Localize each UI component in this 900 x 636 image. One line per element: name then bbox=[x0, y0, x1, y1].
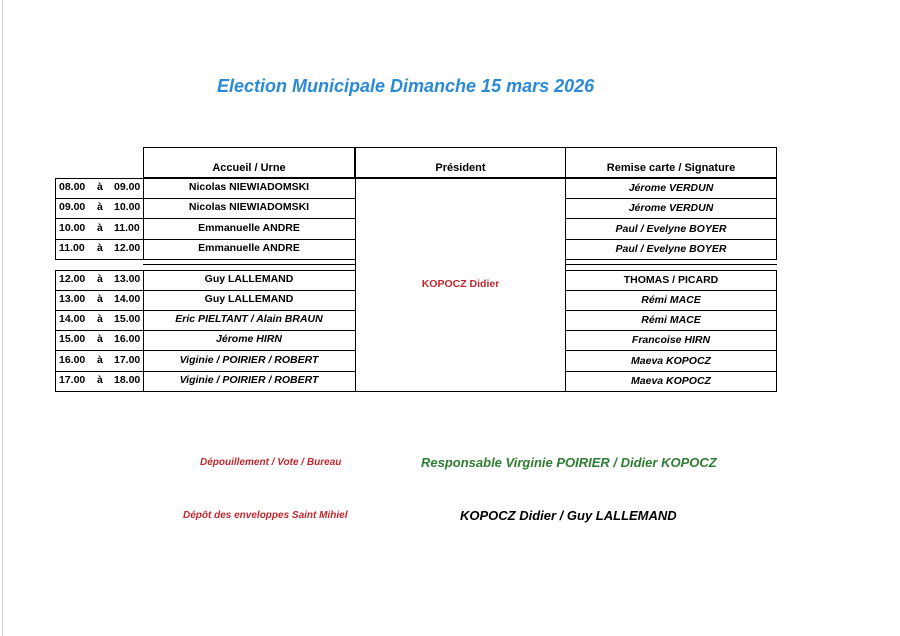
time-from: 10.00 bbox=[59, 222, 86, 234]
row-line bbox=[55, 290, 356, 291]
time-to: 17.00 bbox=[114, 354, 141, 366]
time-to: 14.00 bbox=[114, 293, 141, 305]
time-to: 16.00 bbox=[114, 333, 141, 345]
remise-cell: THOMAS / PICARD bbox=[623, 274, 719, 286]
remise-cell: Francoise HIRN bbox=[631, 334, 711, 346]
depot-value: KOPOCZ Didier / Guy LALLEMAND bbox=[460, 508, 677, 523]
accueil-cell: Viginie / POIRIER / ROBERT bbox=[179, 374, 319, 386]
page-edge bbox=[2, 0, 3, 636]
row-line bbox=[55, 310, 356, 311]
time-sep: à bbox=[97, 333, 103, 345]
remise-cell: Paul / Evelyne BOYER bbox=[615, 223, 727, 235]
remise-cell: Jérome VERDUN bbox=[628, 202, 714, 214]
depot-label: Dépôt des enveloppes Saint Mihiel bbox=[183, 510, 348, 521]
time-sep: à bbox=[97, 354, 103, 366]
remise-cell: Rémi MACE bbox=[641, 314, 701, 326]
time-from: 12.00 bbox=[59, 273, 86, 285]
time-from: 15.00 bbox=[59, 333, 86, 345]
row-line bbox=[55, 371, 356, 372]
time-to: 09.00 bbox=[114, 181, 141, 193]
row-line bbox=[565, 350, 777, 351]
header-remise: Remise carte / Signature bbox=[606, 162, 736, 174]
time-sep: à bbox=[97, 201, 103, 213]
president-name: KOPOCZ Didier bbox=[421, 278, 500, 290]
separator-line bbox=[143, 264, 356, 265]
accueil-cell: Viginie / POIRIER / ROBERT bbox=[179, 354, 319, 366]
remise-cell: Paul / Evelyne BOYER bbox=[615, 243, 727, 255]
accueil-cell: Emmanuelle ANDRE bbox=[198, 222, 300, 234]
accueil-cell: Nicolas NIEWIADOMSKI bbox=[188, 201, 310, 213]
remise-cell: Maeva KOPOCZ bbox=[631, 355, 711, 367]
accueil-cell: Emmanuelle ANDRE bbox=[198, 242, 300, 254]
depouillement-label: Dépouillement / Vote / Bureau bbox=[200, 457, 342, 468]
row-line bbox=[55, 198, 356, 199]
time-sep: à bbox=[97, 242, 103, 254]
time-from: 09.00 bbox=[59, 201, 86, 213]
time-from: 17.00 bbox=[59, 374, 86, 386]
time-from: 08.00 bbox=[59, 181, 86, 193]
header-president: Président bbox=[435, 162, 486, 174]
time-sep: à bbox=[97, 313, 103, 325]
row-line bbox=[55, 218, 356, 219]
time-to: 15.00 bbox=[114, 313, 141, 325]
time-sep: à bbox=[97, 374, 103, 386]
remise-cell: Jérome VERDUN bbox=[628, 182, 714, 194]
row-line bbox=[565, 239, 777, 240]
time-sep: à bbox=[97, 293, 103, 305]
page-title: Election Municipale Dimanche 15 mars 2026 bbox=[217, 76, 595, 96]
row-line bbox=[565, 310, 777, 311]
accueil-cell: Eric PIELTANT / Alain BRAUN bbox=[175, 313, 323, 325]
time-from: 16.00 bbox=[59, 354, 86, 366]
time-sep: à bbox=[97, 222, 103, 234]
accueil-cell: Jérome HIRN bbox=[216, 333, 282, 345]
time-to: 12.00 bbox=[114, 242, 141, 254]
accueil-cell: Guy LALLEMAND bbox=[204, 293, 294, 305]
time-sep: à bbox=[97, 181, 103, 193]
row-line bbox=[55, 239, 356, 240]
row-line bbox=[55, 330, 356, 331]
accueil-cell: Nicolas NIEWIADOMSKI bbox=[188, 181, 310, 193]
time-from: 13.00 bbox=[59, 293, 86, 305]
remise-cell: Rémi MACE bbox=[641, 294, 701, 306]
row-line bbox=[565, 330, 777, 331]
time-to: 18.00 bbox=[114, 374, 141, 386]
header-accueil: Accueil / Urne bbox=[212, 162, 286, 174]
row-line bbox=[565, 371, 777, 372]
separator-line bbox=[565, 264, 777, 265]
depouillement-value: Responsable Virginie POIRIER / Didier KOPOCZ bbox=[421, 455, 717, 470]
row-line bbox=[565, 218, 777, 219]
accueil-cell: Guy LALLEMAND bbox=[204, 273, 294, 285]
time-from: 11.00 bbox=[59, 242, 85, 254]
time-from: 14.00 bbox=[59, 313, 86, 325]
row-line bbox=[565, 290, 777, 291]
time-to: 11.00 bbox=[114, 222, 140, 234]
row-line bbox=[55, 350, 356, 351]
time-to: 13.00 bbox=[114, 273, 141, 285]
time-to: 10.00 bbox=[114, 201, 141, 213]
row-line bbox=[565, 198, 777, 199]
time-sep: à bbox=[97, 273, 103, 285]
remise-cell: Maeva KOPOCZ bbox=[631, 375, 711, 387]
